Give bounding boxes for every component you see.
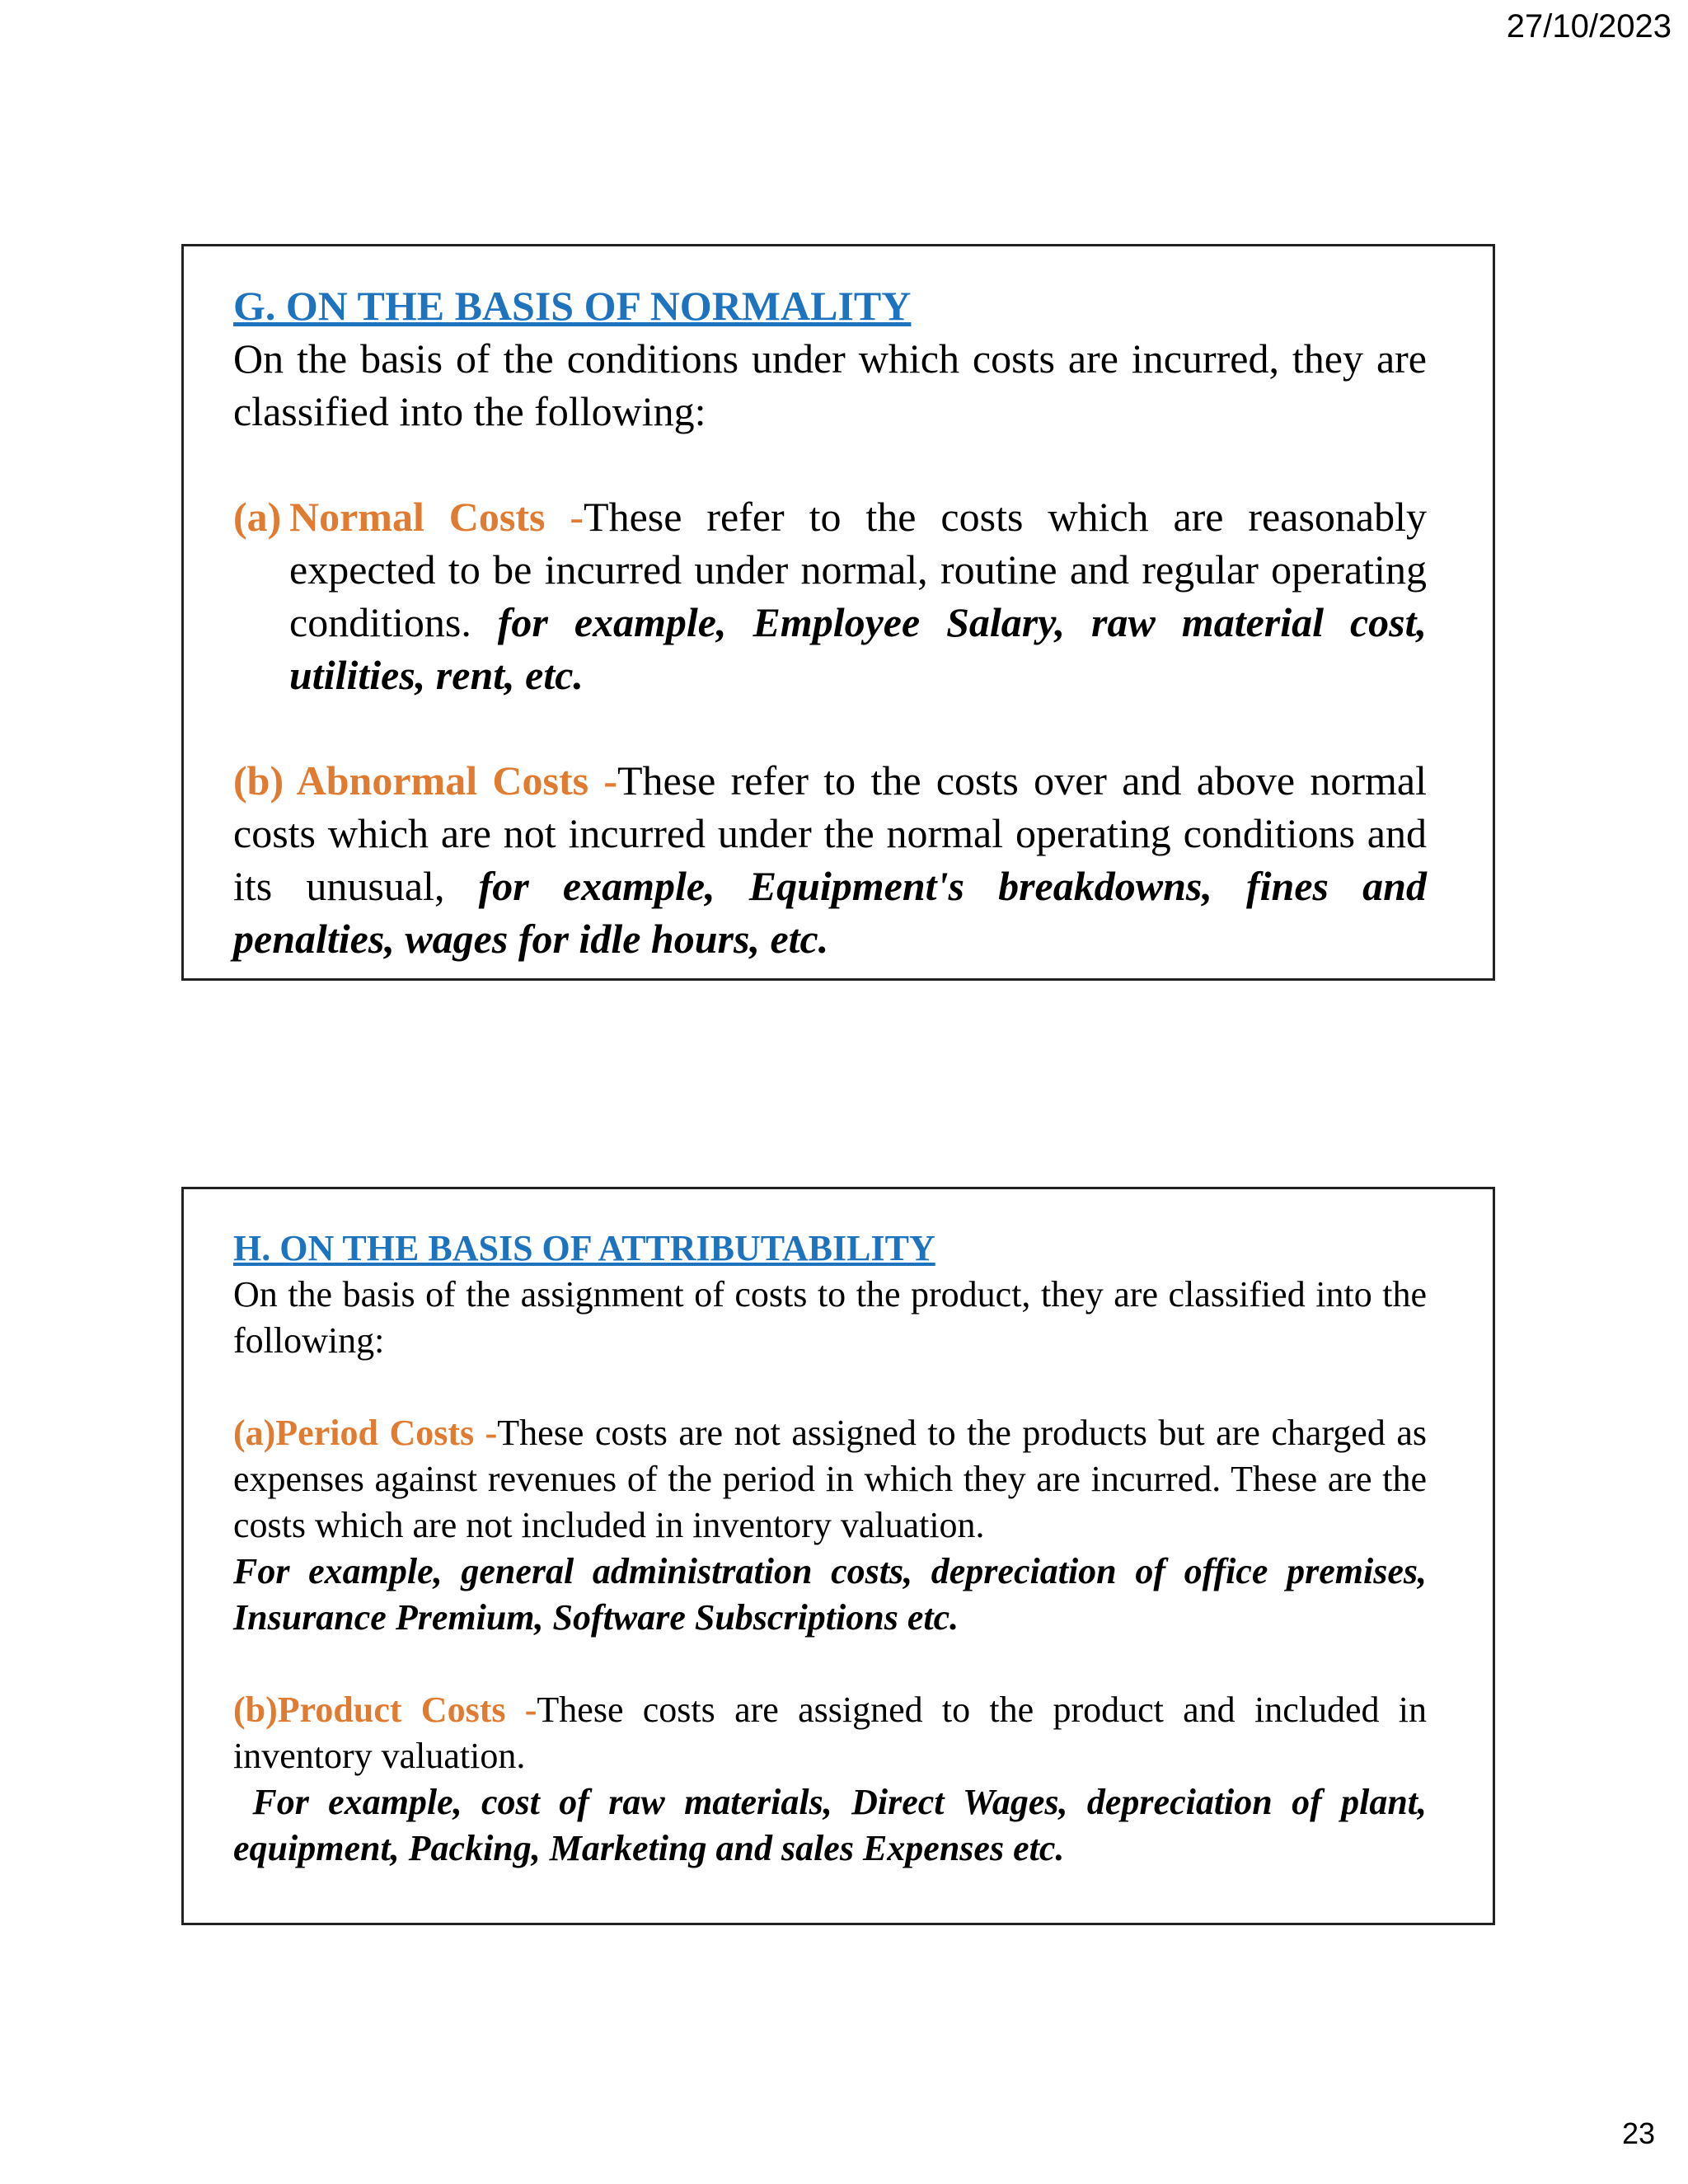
date-label: 27/10/2023 bbox=[1506, 8, 1672, 45]
section-heading-h: H. ON THE BASIS OF ATTRIBUTABILITY bbox=[233, 1228, 935, 1268]
list-item-abnormal-costs bbox=[233, 754, 1427, 965]
list-item-normal-costs bbox=[233, 490, 1427, 701]
definition-text: These costs are assigned to the product and included in inventory valuation. bbox=[233, 1690, 1427, 1776]
page-number: 23 bbox=[1621, 2116, 1655, 2150]
example-text: for example, Employee Salary, raw material cost, utilities, rent, etc. bbox=[289, 599, 1428, 698]
slide-attributability bbox=[181, 1187, 1495, 1925]
list-item-period-costs bbox=[233, 1410, 1427, 1549]
term-product-costs: (b)Product Costs - bbox=[233, 1690, 537, 1730]
term-abnormal-costs: (b) Abnormal Costs - bbox=[233, 757, 617, 804]
intro-text: On the basis of the assignment of costs to the product, they are classified into the following: bbox=[233, 1274, 1427, 1361]
term-period-costs: (a)Period Costs - bbox=[233, 1413, 498, 1453]
definition-text: These refer to the costs which are reasonably expected to be incurred under normal, routine and regular operating conditions. bbox=[289, 494, 1427, 645]
example-text: For example, general administration costs, depreciation of office premises, Insurance Premium, Software Subscriptions etc. bbox=[233, 1551, 1427, 1638]
definition-text: These refer to the costs over and above normal costs which are not incurred under the normal operating conditions and its unusual, bbox=[233, 757, 1427, 909]
slide-normality bbox=[181, 244, 1495, 981]
term-normal-costs: Normal Costs bbox=[289, 494, 546, 540]
item-marker: (a) bbox=[233, 494, 282, 540]
list-item-product-costs bbox=[233, 1687, 1427, 1779]
example-text: for example, Equipment's breakdowns, fines and penalties, wages for idle hours, etc. bbox=[233, 863, 1427, 962]
section-heading-g: G. ON THE BASIS OF NORMALITY bbox=[233, 283, 912, 329]
intro-text: On the basis of the conditions under which costs are incurred, they are classified into the following: bbox=[233, 335, 1427, 434]
definition-text: These costs are not assigned to the products but are charged as expenses against revenues of the period in which they are incurred. These are the costs which are not included in inventory valuation. bbox=[233, 1413, 1427, 1545]
term-dash: - bbox=[545, 494, 584, 540]
example-text: For example, cost of raw materials, Direct Wages, depreciation of plant, equipment, Packing, Marketing and sales Expenses etc. bbox=[233, 1782, 1437, 1868]
